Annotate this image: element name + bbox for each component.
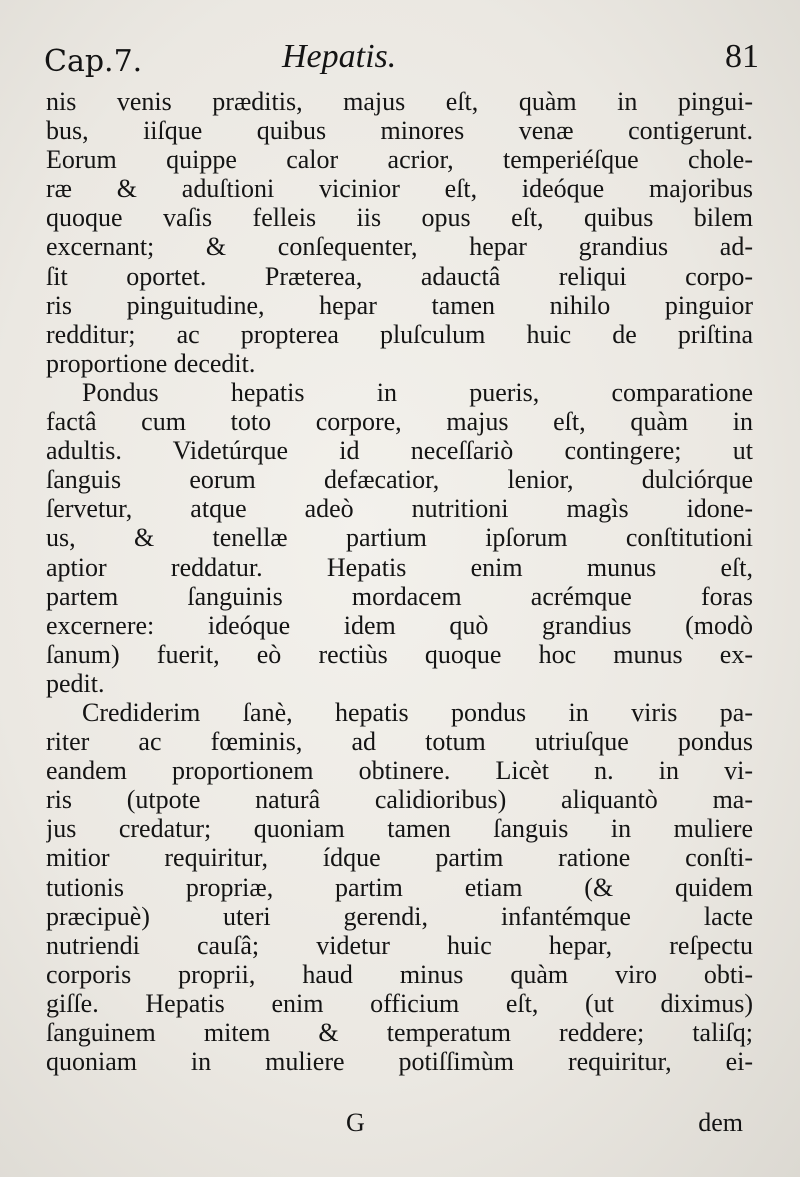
text-line: Eorum quippe calor acrior, temperiéſque chole- [46,145,753,175]
text-line: bus, iiſque quibus minores venæ contigerunt. [46,116,753,146]
text-line: pedit. [46,668,105,698]
text-line: Crediderim ſanè, hepatis pondus in viris pa- [82,697,753,727]
text-line: riter ac fœminis, ad totum utriuſque pondus [46,727,753,757]
text-line: quoque vaſis felleis iis opus eſt, quibus bilem [46,203,753,233]
text-line: ris pinguitudine, hepar tamen nihilo pinguior [46,290,753,320]
text-line: ræ & aduſtioni vicinior eſt, ideóque majoribus [46,174,753,204]
text-line: jus credatur; quoniam tamen ſanguis in muliere [46,814,753,844]
text-line: proportione decedit. [46,348,256,378]
text-line: præcipuè) uteri gerendi, infantémque lacte [46,901,753,931]
text-line: aptior reddatur. Hepatis enim munus eſt, [46,552,753,582]
text-line: ſanguinem mitem & temperatum reddere; taliſq; [46,1018,753,1047]
text-line: ris (utpote naturâ calidioribus) aliquantò ma- [46,785,753,815]
text-line: ſanum) fuerit, eò rectiùs quoque hoc munus ex- [46,639,753,669]
text-line: redditur; ac propterea pluſculum huic de priſtina [46,319,753,349]
text-line: Pondus hepatis in pueris, comparatione [82,377,753,407]
text-line: us, & tenellæ partium ipſorum conſtitutioni [46,523,753,553]
text-line: eandem proportionem obtinere. Licèt n. in vi- [46,756,753,786]
catchword: dem [698,1108,743,1137]
text-line: tutionis propriæ, partim etiam (& quidem [46,872,753,902]
text-line: corporis proprii, haud minus quàm viro obti- [46,959,753,989]
text-line: ſit oportet. Præterea, adauctâ reliqui corpo- [46,261,753,291]
text-line: adultis. Videtúrque id neceſſariò contingere; ut [46,436,753,466]
text-line: ſanguis eorum defæcatior, lenior, dulciórque [46,465,753,495]
text-line: quoniam in muliere potiſſimùm requiritur, ei- [46,1047,753,1077]
text-line: partem ſanguinis mordacem acrémque foras [46,581,753,611]
running-title: Hepatis. [282,38,397,75]
page-footer [46,1108,753,1142]
text-line: mitior requiritur, ídque partim ratione conſti- [46,843,753,873]
text-line: excernere: ideóque idem quò grandius (modò [46,610,753,640]
text-line: giſſe. Hepatis enim officium eſt, (ut diximus) [46,988,753,1018]
chapter-label: Cap.7. [44,44,143,79]
text-line: nis venis præditis, majus eſt, quàm in pingui- [46,87,753,116]
text-line: factâ cum toto corpore, majus eſt, quàm in [46,407,753,437]
text-line: nutriendi cauſâ; videtur huic hepar, reſpectu [46,930,753,960]
body-text [46,87,753,1076]
text-line: ſervetur, atque adeò nutritioni magìs idone- [46,494,753,524]
signature-mark: G [346,1108,365,1137]
page-number: 81 [725,38,759,75]
text-line: excernant; & conſequenter, hepar grandius ad- [46,232,753,262]
